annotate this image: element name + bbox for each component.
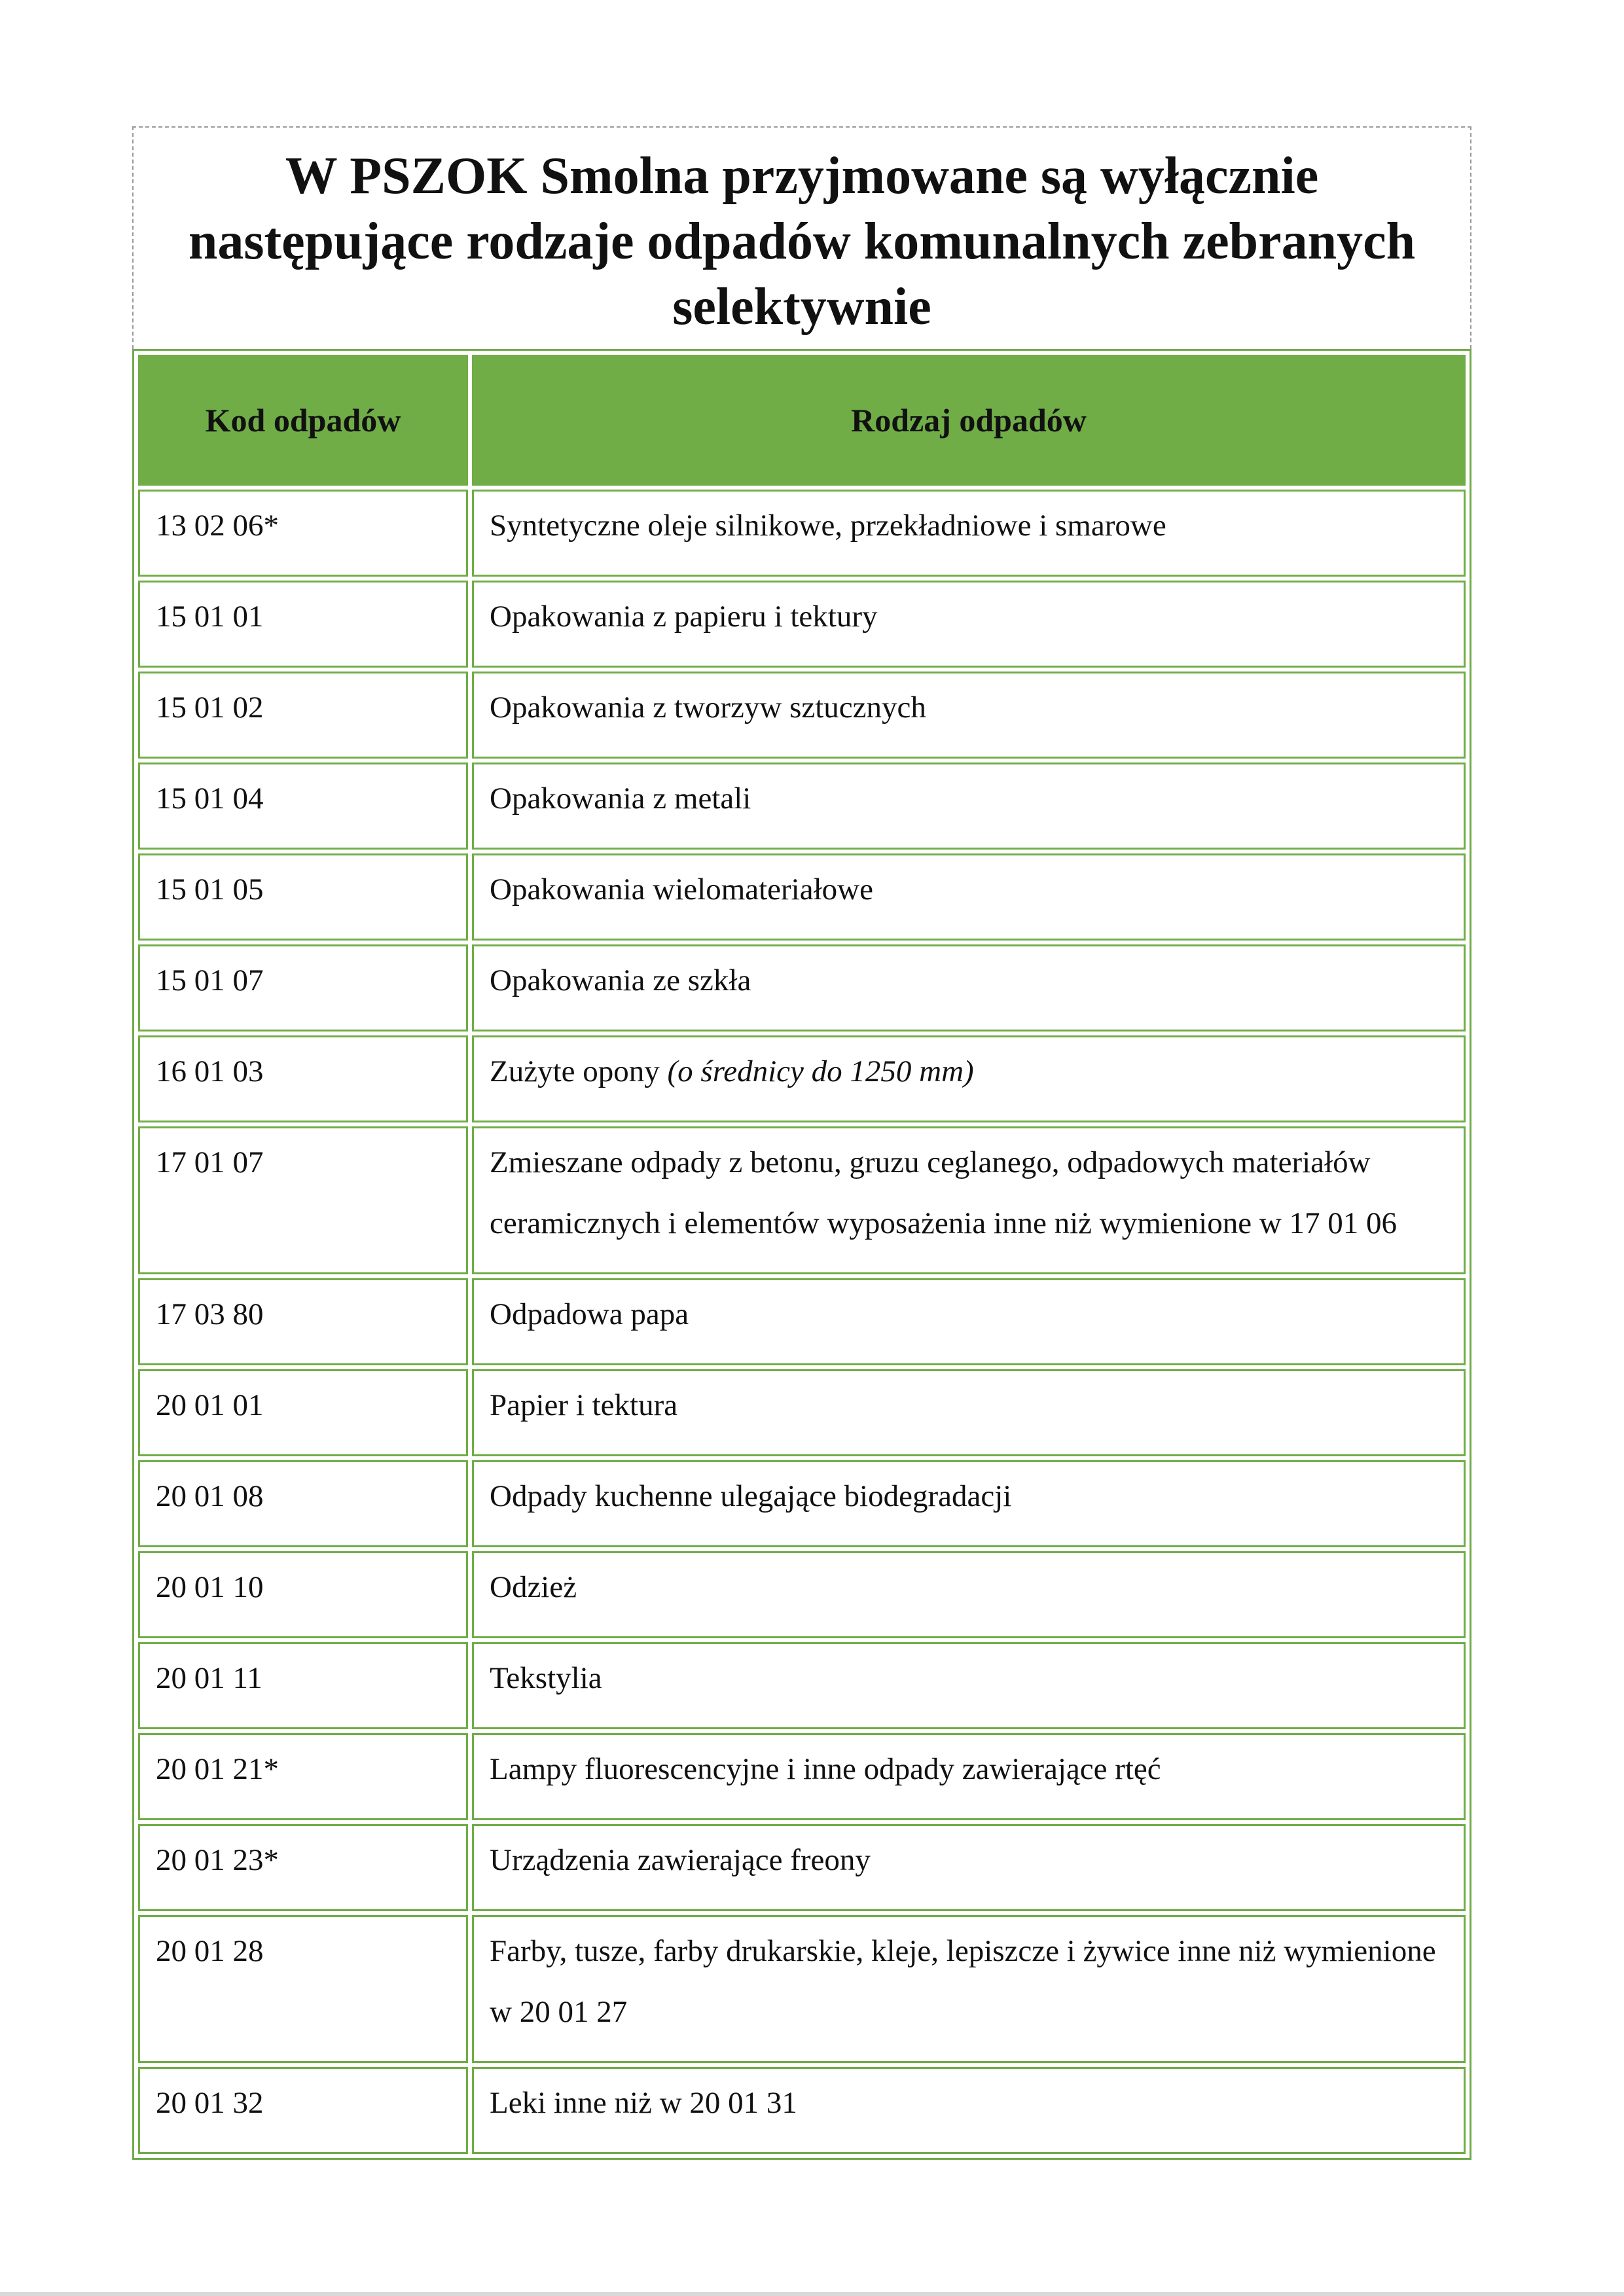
waste-code-cell: 15 01 05 bbox=[138, 853, 468, 941]
waste-type-text: Urządzenia zawierające freony bbox=[490, 1843, 871, 1877]
table-header-row bbox=[138, 355, 1466, 486]
waste-table bbox=[132, 349, 1471, 2160]
waste-type-text: Odpadowa papa bbox=[490, 1297, 689, 1331]
waste-type-text: Syntetyczne oleje silnikowe, przekładniowe i smarowe bbox=[490, 509, 1166, 543]
table-row bbox=[138, 1915, 1466, 2063]
waste-type-cell bbox=[472, 1642, 1466, 1729]
waste-type-cell bbox=[472, 1126, 1466, 1274]
waste-type-note: (o średnicy do 1250 mm) bbox=[667, 1054, 974, 1088]
waste-code-cell: 20 01 28 bbox=[138, 1915, 468, 2063]
table-row bbox=[138, 490, 1466, 577]
waste-type-text: Farby, tusze, farby drukarskie, kleje, lepiszcze i żywice inne niż wymienione w 20 01 27 bbox=[490, 1934, 1436, 2029]
waste-type-cell bbox=[472, 762, 1466, 850]
table-row bbox=[138, 672, 1466, 759]
waste-code-cell: 20 01 10 bbox=[138, 1551, 468, 1638]
waste-code-cell: 15 01 04 bbox=[138, 762, 468, 850]
waste-type-cell bbox=[472, 1035, 1466, 1122]
waste-type-cell bbox=[472, 672, 1466, 759]
waste-type-cell bbox=[472, 1915, 1466, 2063]
waste-code-cell: 20 01 11 bbox=[138, 1642, 468, 1729]
table-row bbox=[138, 1551, 1466, 1638]
waste-type-cell bbox=[472, 1824, 1466, 1911]
waste-type-cell bbox=[472, 490, 1466, 577]
waste-code-cell: 20 01 01 bbox=[138, 1369, 468, 1456]
table-row bbox=[138, 1733, 1466, 1820]
waste-code-cell: 17 03 80 bbox=[138, 1278, 468, 1365]
waste-type-text: Opakowania z papieru i tektury bbox=[490, 600, 878, 634]
waste-type-cell bbox=[472, 1278, 1466, 1365]
table-row bbox=[138, 2067, 1466, 2154]
table-row bbox=[138, 1824, 1466, 1911]
table-row bbox=[138, 762, 1466, 850]
waste-type-cell bbox=[472, 853, 1466, 941]
waste-type-text: Opakowania ze szkła bbox=[490, 963, 751, 997]
waste-code-cell: 20 01 32 bbox=[138, 2067, 468, 2154]
waste-type-cell bbox=[472, 1551, 1466, 1638]
document-title: W PSZOK Smolna przyjmowane są wyłącznie następujące rodzaje odpadów komunalnych zebranych selektywnie bbox=[188, 147, 1416, 336]
waste-type-text: Odzież bbox=[490, 1570, 577, 1604]
waste-code-cell: 13 02 06* bbox=[138, 490, 468, 577]
waste-code-cell: 20 01 23* bbox=[138, 1824, 468, 1911]
waste-type-cell bbox=[472, 581, 1466, 668]
table-body bbox=[138, 490, 1466, 2154]
waste-type-cell bbox=[472, 2067, 1466, 2154]
header-waste-code: Kod odpadów bbox=[138, 355, 468, 486]
waste-code-cell: 17 01 07 bbox=[138, 1126, 468, 1274]
page-bottom-edge bbox=[0, 2292, 1624, 2296]
table-row bbox=[138, 1369, 1466, 1456]
waste-code-cell: 16 01 03 bbox=[138, 1035, 468, 1122]
header-waste-type: Rodzaj odpadów bbox=[472, 355, 1466, 486]
waste-code-cell: 15 01 02 bbox=[138, 672, 468, 759]
table-row bbox=[138, 1278, 1466, 1365]
waste-type-text: Opakowania wielomateriałowe bbox=[490, 872, 873, 906]
waste-type-text: Lampy fluorescencyjne i inne odpady zawierające rtęć bbox=[490, 1752, 1161, 1786]
waste-type-cell bbox=[472, 1369, 1466, 1456]
table-row bbox=[138, 1035, 1466, 1122]
waste-code-cell: 20 01 21* bbox=[138, 1733, 468, 1820]
table-row bbox=[138, 853, 1466, 941]
waste-type-text: Zużyte opony bbox=[490, 1054, 668, 1088]
waste-type-text: Papier i tektura bbox=[490, 1388, 678, 1422]
waste-type-text: Opakowania z metali bbox=[490, 781, 751, 816]
table-row bbox=[138, 1642, 1466, 1729]
title-box bbox=[132, 126, 1471, 349]
waste-type-cell bbox=[472, 944, 1466, 1031]
waste-type-cell bbox=[472, 1733, 1466, 1820]
table-row bbox=[138, 581, 1466, 668]
table-row bbox=[138, 1126, 1466, 1274]
table-row bbox=[138, 1460, 1466, 1547]
document-page bbox=[132, 126, 1471, 2160]
waste-code-cell: 15 01 01 bbox=[138, 581, 468, 668]
waste-code-cell: 20 01 08 bbox=[138, 1460, 468, 1547]
waste-type-text: Opakowania z tworzyw sztucznych bbox=[490, 691, 926, 725]
waste-type-text: Odpady kuchenne ulegające biodegradacji bbox=[490, 1479, 1012, 1513]
waste-type-cell bbox=[472, 1460, 1466, 1547]
waste-type-text: Zmieszane odpady z betonu, gruzu ceglanego, odpadowych materiałów ceramicznych i elementów wyposażenia inne niż wymienione w 17 01 06 bbox=[490, 1145, 1398, 1240]
waste-code-cell: 15 01 07 bbox=[138, 944, 468, 1031]
waste-type-text: Leki inne niż w 20 01 31 bbox=[490, 2086, 797, 2120]
table-row bbox=[138, 944, 1466, 1031]
waste-type-text: Tekstylia bbox=[490, 1661, 602, 1695]
